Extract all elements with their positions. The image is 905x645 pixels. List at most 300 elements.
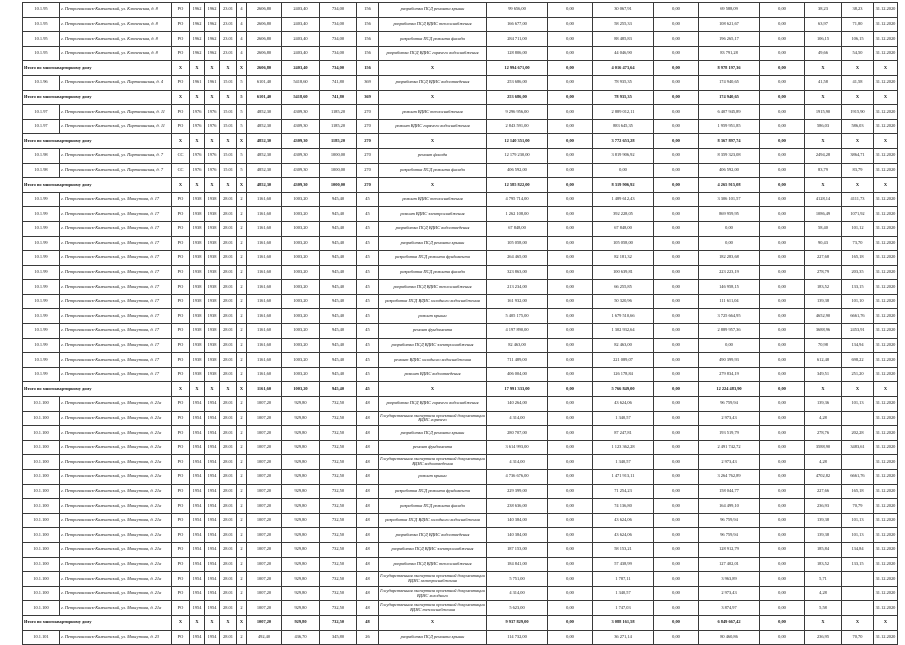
cell-n: 48: [357, 542, 379, 557]
cell-s4: 0,00: [654, 440, 699, 455]
cell-s4: 0,00: [654, 601, 699, 616]
cell-s5: 0,00: [699, 221, 760, 236]
cell-mat: РО: [172, 367, 190, 382]
cell-p2: Х: [842, 615, 874, 630]
cell-no: 10.1.100: [23, 397, 60, 412]
table-row: [23, 265, 898, 280]
cell-work: Х: [379, 382, 487, 397]
cell-y1: 1954: [190, 630, 205, 645]
total-row: [23, 615, 898, 630]
cell-y1: Х: [190, 382, 205, 397]
cell-a3: 345,80: [320, 630, 357, 645]
cell-s2: 0,00: [548, 309, 593, 324]
cell-p2: 134,84: [842, 542, 874, 557]
cell-s1: 253 686,00: [487, 90, 548, 105]
cell-n: 270: [357, 148, 379, 163]
cell-a3: 945,40: [320, 382, 357, 397]
cell-s3: 87 247,81: [593, 426, 654, 441]
cell-n: 45: [357, 353, 379, 368]
cell-d: 23.01: [220, 17, 237, 32]
cell-n: 45: [357, 367, 379, 382]
cell-date: 31.12.2020: [874, 630, 898, 645]
cell-a3: 945,40: [320, 236, 357, 251]
total-label: Итого по многоквартирному дому: [23, 178, 172, 193]
cell-no: 10.1.99: [23, 251, 60, 266]
cell-p1: 4,28: [805, 411, 842, 426]
cell-y1: 1954: [190, 513, 205, 528]
cell-mat: РО: [172, 572, 190, 587]
cell-y2: Х: [205, 134, 220, 149]
cell-p1: 612,48: [805, 353, 842, 368]
cell-addr: г. Петропавловск-Камчатский, ул. Партизанская, д. 7: [60, 148, 172, 163]
cell-work: разработка ПСД ВДИС горячего водоснабжения: [379, 46, 487, 61]
cell-n: 48: [357, 615, 379, 630]
cell-p2: Х: [842, 61, 874, 76]
cell-p2: 1915,90: [842, 105, 874, 120]
cell-mat: РО: [172, 470, 190, 485]
cell-s1: 5 623,00: [487, 601, 548, 616]
cell-date: Х: [874, 615, 898, 630]
cell-p2: [842, 411, 874, 426]
cell-a2: 1003,20: [282, 324, 320, 339]
cell-y1: 1954: [190, 440, 205, 455]
cell-p1: Х: [805, 134, 842, 149]
cell-s2: 0,00: [548, 17, 593, 32]
cell-work: ремонт фундамента: [379, 324, 487, 339]
cell-a1: 4852,30: [247, 105, 282, 120]
cell-mat: РО: [172, 426, 190, 441]
cell-s4: 0,00: [654, 17, 699, 32]
cell-work: ремонт ВДИС холодного водоснабжения: [379, 353, 487, 368]
cell-date: 31.12.2020: [874, 236, 898, 251]
cell-f: 4: [237, 32, 247, 47]
cell-mat: РО: [172, 192, 190, 207]
cell-mat: РО: [172, 280, 190, 295]
cell-p1: 63,97: [805, 17, 842, 32]
cell-addr: г. Петропавловск-Камчатский, ул. Максутова, д. 17: [60, 251, 172, 266]
cell-s1: 140 384,00: [487, 513, 548, 528]
cell-a3: 732,50: [320, 455, 357, 470]
cell-no: 10.1.99: [23, 309, 60, 324]
cell-y1: 1938: [190, 367, 205, 382]
cell-s6: 0,00: [760, 455, 805, 470]
cell-a2: 1003,20: [282, 192, 320, 207]
cell-a3: 741,80: [320, 90, 357, 105]
cell-work: ремонт крыши: [379, 309, 487, 324]
cell-s3: 221 089,07: [593, 353, 654, 368]
cell-f: 2: [237, 601, 247, 616]
cell-s5: 8 359 323,08: [699, 148, 760, 163]
cell-a3: 1000,00: [320, 163, 357, 178]
cell-a1: 1007,20: [247, 572, 282, 587]
cell-a1: 2606,80: [247, 61, 282, 76]
cell-a2: 1003,20: [282, 251, 320, 266]
cell-y2: 1976: [205, 105, 220, 120]
cell-n: 270: [357, 134, 379, 149]
cell-addr: г. Петропавловск-Камчатский, ул. Максутова, д. 21а: [60, 411, 172, 426]
cell-s5: 164 499,10: [699, 499, 760, 514]
cell-a2: 929,80: [282, 397, 320, 412]
cell-work: разработка ПСД ВДИС холодного водоснабжения: [379, 513, 487, 528]
table-row: [23, 46, 898, 61]
cell-s5: 2 973,43: [699, 586, 760, 601]
cell-s3: 1 471 913,11: [593, 470, 654, 485]
cell-addr: г. Петропавловск-Камчатский, ул. Ключевская, д. 8: [60, 32, 172, 47]
cell-work: разработка ПСД ВДИС теплоснабжения: [379, 557, 487, 572]
cell-s2: 0,00: [548, 630, 593, 645]
cell-no: 10.1.100: [23, 586, 60, 601]
cell-y2: 1976: [205, 148, 220, 163]
cell-f: 2: [237, 542, 247, 557]
cell-work: разработка ПСД ВДИС электроснабжения: [379, 542, 487, 557]
cell-s4: 0,00: [654, 251, 699, 266]
table-row: [23, 542, 898, 557]
cell-f: 2: [237, 528, 247, 543]
cell-y1: 1962: [190, 3, 205, 18]
cell-d: 23.01: [220, 3, 237, 18]
cell-addr: г. Петропавловск-Камчатский, ул. Максутова, д. 21а: [60, 440, 172, 455]
cell-d: Х: [220, 61, 237, 76]
cell-f: 2: [237, 499, 247, 514]
cell-s1: 4 314,00: [487, 586, 548, 601]
cell-s4: 0,00: [654, 119, 699, 134]
cell-a2: 1003,20: [282, 309, 320, 324]
cell-mat: Х: [172, 134, 190, 149]
cell-p1: 58,40: [805, 221, 842, 236]
cell-s1: 187 153,00: [487, 542, 548, 557]
cell-n: 45: [357, 251, 379, 266]
cell-s3: 67 848,00: [593, 221, 654, 236]
cell-p1: 236,93: [805, 499, 842, 514]
cell-date: 31.12.2020: [874, 426, 898, 441]
cell-p1: 139,38: [805, 294, 842, 309]
cell-s5: 6 849 667,42: [699, 615, 760, 630]
cell-s3: 5 766 849,00: [593, 382, 654, 397]
cell-s5: 80 460,86: [699, 630, 760, 645]
cell-mat: Х: [172, 178, 190, 193]
table-row: [23, 528, 898, 543]
cell-a2: 929,80: [282, 499, 320, 514]
cell-f: 2: [237, 294, 247, 309]
cell-addr: г. Петропавловск-Камчатский, ул. Партизанская, д. 11: [60, 105, 172, 120]
cell-y2: 1938: [205, 265, 220, 280]
cell-f: 2: [237, 309, 247, 324]
cell-work: разработка ПСД ВДИС водоотведения: [379, 528, 487, 543]
cell-date: 31.12.2020: [874, 338, 898, 353]
cell-s2: 0,00: [548, 90, 593, 105]
cell-date: 31.12.2020: [874, 440, 898, 455]
cell-f: 2: [237, 411, 247, 426]
cell-s3: 1 340,57: [593, 455, 654, 470]
cell-s4: 0,00: [654, 484, 699, 499]
table-row: [23, 601, 898, 616]
cell-p1: 38,23: [805, 3, 842, 18]
cell-work: ремонт крыши: [379, 470, 487, 485]
cell-a2: 1003,20: [282, 265, 320, 280]
table-row: [23, 338, 898, 353]
cell-s4: 0,00: [654, 499, 699, 514]
cell-mat: РО: [172, 542, 190, 557]
cell-a1: 1161,60: [247, 324, 282, 339]
cell-d: 28.01: [220, 557, 237, 572]
total-label: Итого по многоквартирному дому: [23, 134, 172, 149]
cell-n: 270: [357, 178, 379, 193]
cell-work: ремонт ВДИС электроснабжения: [379, 207, 487, 222]
cell-s5: 2 889 957,36: [699, 324, 760, 339]
cell-p2: 6661,76: [842, 309, 874, 324]
cell-n: 48: [357, 601, 379, 616]
cell-a3: 945,40: [320, 294, 357, 309]
cell-a3: 945,40: [320, 221, 357, 236]
total-row: [23, 178, 898, 193]
cell-p2: 2453,91: [842, 324, 874, 339]
table-row: [23, 353, 898, 368]
cell-s5: 4 265 915,08: [699, 178, 760, 193]
cell-a2: 929,80: [282, 484, 320, 499]
cell-s6: 0,00: [760, 513, 805, 528]
cell-s4: 0,00: [654, 61, 699, 76]
cell-f: 2: [237, 440, 247, 455]
cell-a2: 929,80: [282, 542, 320, 557]
cell-no: 10.1.101: [23, 630, 60, 645]
cell-f: 2: [237, 236, 247, 251]
cell-y1: 1938: [190, 192, 205, 207]
cell-work: разработка ПСД ремонта крыши: [379, 630, 487, 645]
cell-a3: 945,40: [320, 353, 357, 368]
cell-s3: 1 747,03: [593, 601, 654, 616]
table-row: [23, 32, 898, 47]
cell-y2: 1954: [205, 557, 220, 572]
cell-s4: 0,00: [654, 163, 699, 178]
table-row: [23, 630, 898, 645]
cell-s4: 0,00: [654, 513, 699, 528]
cell-d: 28.01: [220, 455, 237, 470]
cell-a1: 4852,30: [247, 178, 282, 193]
cell-s4: 0,00: [654, 411, 699, 426]
cell-a2: 929,80: [282, 615, 320, 630]
cell-s2: 0,00: [548, 367, 593, 382]
cell-a2: 1003,20: [282, 367, 320, 382]
cell-f: 5: [237, 105, 247, 120]
cell-s6: 0,00: [760, 294, 805, 309]
cell-s5: 6 407 945,89: [699, 105, 760, 120]
cell-mat: Х: [172, 615, 190, 630]
cell-mat: РО: [172, 46, 190, 61]
cell-y1: 1954: [190, 470, 205, 485]
cell-p2: [842, 572, 874, 587]
cell-work: разработка ПСД ВДИС теплоснабжения: [379, 17, 487, 32]
cell-y2: 1954: [205, 572, 220, 587]
cell-s3: 43 624,06: [593, 513, 654, 528]
cell-n: 45: [357, 324, 379, 339]
cell-s1: 5 405 175,00: [487, 309, 548, 324]
cell-s2: 0,00: [548, 426, 593, 441]
cell-work: Государственная экспертиза проектной документации ВДИС холодного: [379, 586, 487, 601]
cell-date: 31.12.2020: [874, 75, 898, 90]
cell-p2: 133,15: [842, 557, 874, 572]
cell-p2: 202,28: [842, 426, 874, 441]
cell-date: 31.12.2020: [874, 470, 898, 485]
cell-s3: 50 320,96: [593, 294, 654, 309]
cell-work: разработка ПСД ремонта фундамента: [379, 484, 487, 499]
cell-y1: 1954: [190, 484, 205, 499]
cell-s4: 0,00: [654, 367, 699, 382]
cell-s2: 0,00: [548, 207, 593, 222]
cell-a1: 1161,60: [247, 294, 282, 309]
cell-a3: 945,40: [320, 192, 357, 207]
cell-mat: СС: [172, 148, 190, 163]
cell-y2: 1938: [205, 338, 220, 353]
cell-s2: 0,00: [548, 75, 593, 90]
cell-a1: 1161,60: [247, 367, 282, 382]
cell-date: 31.12.2020: [874, 586, 898, 601]
cell-mat: РО: [172, 557, 190, 572]
cell-s6: 0,00: [760, 630, 805, 645]
cell-s5: 3 306 101,57: [699, 192, 760, 207]
cell-f: Х: [237, 615, 247, 630]
cell-p1: 3588,90: [805, 440, 842, 455]
cell-f: 2: [237, 251, 247, 266]
cell-s6: 0,00: [760, 119, 805, 134]
cell-work: Х: [379, 134, 487, 149]
cell-s2: 0,00: [548, 265, 593, 280]
cell-y1: Х: [190, 90, 205, 105]
repair-program-table: [22, 2, 898, 645]
cell-a1: 1007,20: [247, 542, 282, 557]
cell-s3: 44 046,90: [593, 46, 654, 61]
cell-s1: 4 795 714,00: [487, 192, 548, 207]
cell-y2: 1962: [205, 3, 220, 18]
cell-y2: 1976: [205, 163, 220, 178]
cell-s1: 166 677,00: [487, 17, 548, 32]
cell-d: 28.01: [220, 426, 237, 441]
cell-s3: 71 254,23: [593, 484, 654, 499]
cell-d: Х: [220, 615, 237, 630]
cell-a1: 1007,20: [247, 615, 282, 630]
cell-y2: 1938: [205, 294, 220, 309]
cell-a3: 945,40: [320, 251, 357, 266]
cell-y2: 1938: [205, 192, 220, 207]
cell-d: 15.01: [220, 105, 237, 120]
cell-a3: 945,40: [320, 207, 357, 222]
cell-s4: 0,00: [654, 46, 699, 61]
cell-a2: 929,80: [282, 426, 320, 441]
cell-n: 48: [357, 440, 379, 455]
cell-d: 28.01: [220, 265, 237, 280]
cell-s1: 406 004,00: [487, 367, 548, 382]
cell-p2: Х: [842, 382, 874, 397]
cell-work: ремонт ВДИС водоотведения: [379, 367, 487, 382]
table-row: [23, 236, 898, 251]
cell-no: 10.1.99: [23, 338, 60, 353]
cell-a3: 732,50: [320, 397, 357, 412]
cell-s4: 0,00: [654, 32, 699, 47]
cell-p1: 586,03: [805, 119, 842, 134]
cell-a1: 1007,20: [247, 586, 282, 601]
cell-d: 28.01: [220, 586, 237, 601]
cell-s5: 174 940,65: [699, 75, 760, 90]
cell-work: Х: [379, 615, 487, 630]
cell-a1: 6101,40: [247, 90, 282, 105]
cell-n: 45: [357, 338, 379, 353]
cell-mat: РО: [172, 324, 190, 339]
cell-date: 31.12.2020: [874, 280, 898, 295]
cell-date: 31.12.2020: [874, 557, 898, 572]
cell-s3: 57 438,99: [593, 557, 654, 572]
cell-s2: 0,00: [548, 586, 593, 601]
cell-a1: 1161,60: [247, 192, 282, 207]
cell-work: разработка ПСД ВДИС электроснабжения: [379, 338, 487, 353]
cell-s1: 184 841,00: [487, 557, 548, 572]
cell-s6: 0,00: [760, 586, 805, 601]
cell-d: 28.01: [220, 542, 237, 557]
cell-y2: 1976: [205, 119, 220, 134]
cell-addr: г. Петропавловск-Камчатский, ул. Максутова, д. 21а: [60, 542, 172, 557]
cell-p1: 5,58: [805, 601, 842, 616]
cell-date: 31.12.2020: [874, 484, 898, 499]
cell-s3: 66 255,85: [593, 280, 654, 295]
cell-addr: г. Петропавловск-Камчатский, ул. Максутова, д. 17: [60, 324, 172, 339]
cell-a2: 929,80: [282, 572, 320, 587]
total-row: [23, 61, 898, 76]
table-row: [23, 484, 898, 499]
cell-y2: 1938: [205, 309, 220, 324]
cell-n: 156: [357, 3, 379, 18]
cell-p1: 139,38: [805, 513, 842, 528]
cell-mat: РО: [172, 75, 190, 90]
cell-work: разработка ПСД ремонта фундамента: [379, 251, 487, 266]
cell-n: 48: [357, 513, 379, 528]
cell-a3: 734,00: [320, 32, 357, 47]
cell-s4: 0,00: [654, 615, 699, 630]
cell-a2: 1003,20: [282, 280, 320, 295]
cell-d: Х: [220, 382, 237, 397]
cell-no: 10.1.100: [23, 411, 60, 426]
cell-p1: Х: [805, 61, 842, 76]
cell-p1: 236,95: [805, 630, 842, 645]
cell-mat: РО: [172, 513, 190, 528]
cell-a2: 1003,20: [282, 207, 320, 222]
cell-y1: 1954: [190, 499, 205, 514]
cell-a1: 1007,20: [247, 455, 282, 470]
cell-f: 2: [237, 221, 247, 236]
cell-f: 4: [237, 3, 247, 18]
total-label: Итого по многоквартирному дому: [23, 615, 172, 630]
cell-f: Х: [237, 61, 247, 76]
cell-a3: 741,80: [320, 75, 357, 90]
cell-no: 10.1.99: [23, 367, 60, 382]
cell-a3: 732,50: [320, 542, 357, 557]
cell-date: 31.12.2020: [874, 542, 898, 557]
cell-mat: РО: [172, 499, 190, 514]
cell-a3: 945,40: [320, 280, 357, 295]
cell-y1: 1954: [190, 572, 205, 587]
cell-s4: 0,00: [654, 280, 699, 295]
cell-d: 28.01: [220, 207, 237, 222]
cell-s4: 0,00: [654, 572, 699, 587]
cell-f: Х: [237, 382, 247, 397]
cell-s2: 0,00: [548, 324, 593, 339]
cell-no: 10.1.100: [23, 426, 60, 441]
cell-s4: 0,00: [654, 221, 699, 236]
cell-s5: 223 223,19: [699, 265, 760, 280]
cell-mat: РО: [172, 440, 190, 455]
cell-n: 26: [357, 630, 379, 645]
cell-s3: 126 178,84: [593, 367, 654, 382]
cell-s5: 108 621,67: [699, 17, 760, 32]
cell-f: 5: [237, 163, 247, 178]
cell-addr: г. Петропавловск-Камчатский, ул. Максутова, д. 21а: [60, 426, 172, 441]
